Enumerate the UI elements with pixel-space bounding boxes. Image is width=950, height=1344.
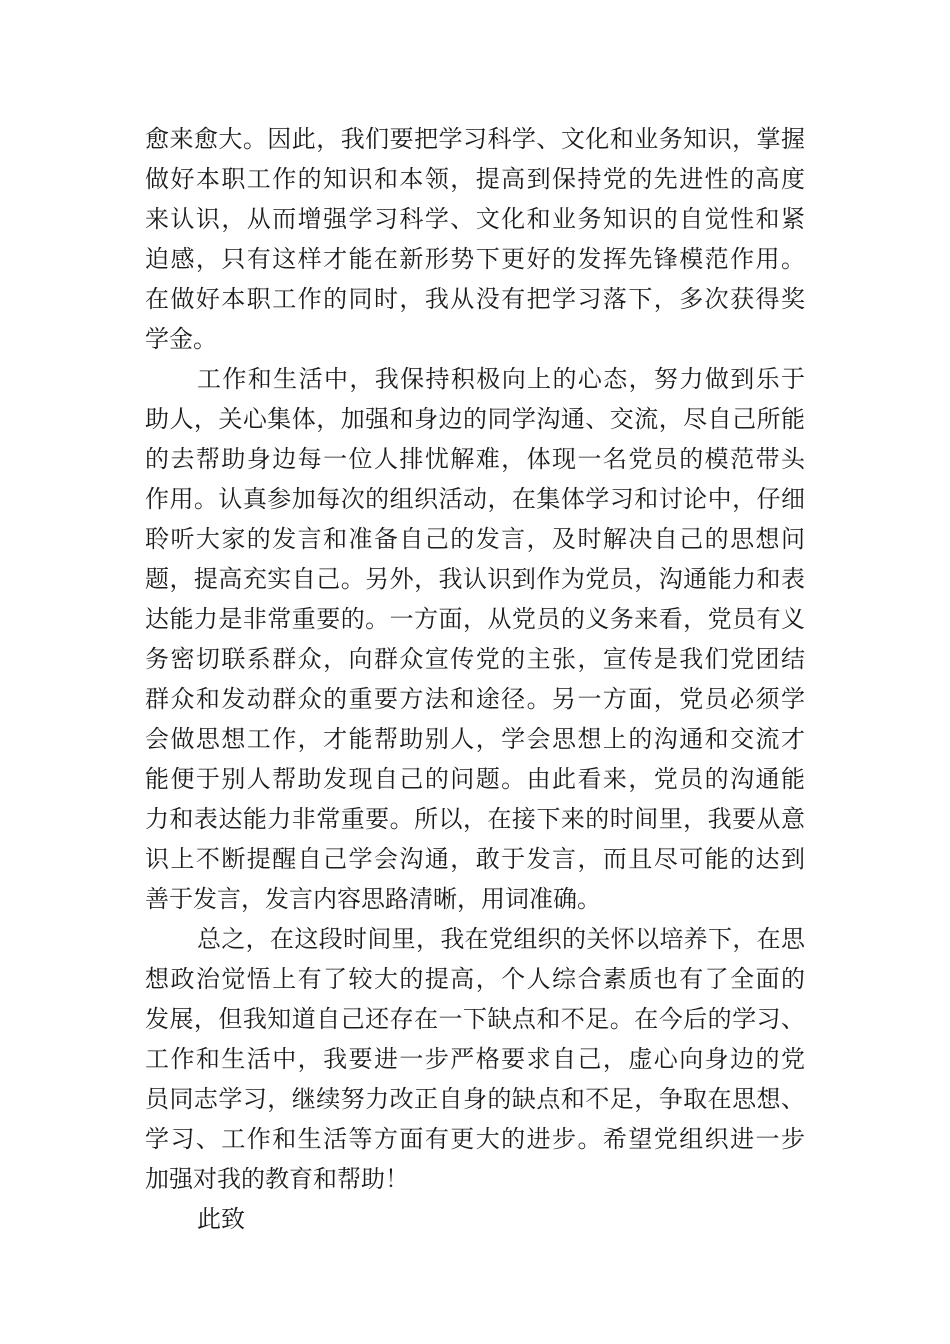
closing-salutation: 此致 [197,1205,245,1233]
paragraph-3-line-3: 发展，但我知道自己还存在一下缺点和不足。在今后的学习、 [145,1005,805,1033]
paragraph-3-line-4: 工作和生活中，我要进一步严格要求自己，虚心向身边的党 [145,1045,805,1073]
paragraph-2-line-12: 力和表达能力非常重要。所以，在接下来的时间里，我要从意 [145,805,805,833]
paragraph-1-line-5: 在做好本职工作的同时，我从没有把学习落下，多次获得奖 [145,285,805,313]
paragraph-3-line-6: 学习、工作和生活等方面有更大的进步。希望党组织进一步 [145,1125,805,1153]
paragraph-1-line-2: 做好本职工作的知识和本领，提高到保持党的先进性的高度 [145,165,805,193]
paragraph-2-line-13: 识上不断提醒自己学会沟通，敢于发言，而且尽可能的达到 [145,845,805,873]
paragraph-2-line-2: 助人，关心集体，加强和身边的同学沟通、交流，尽自己所能 [145,405,805,433]
paragraph-3-line-1: 总之，在这段时间里，我在党组织的关怀以培养下，在思 [197,925,805,953]
paragraph-1-line-6: 学金。 [145,325,217,353]
paragraph-2-line-3: 的去帮助身边每一位人排忧解难，体现一名党员的模范带头 [145,445,805,473]
paragraph-2-line-5: 聆听大家的发言和准备自己的发言，及时解决自己的思想问 [145,525,805,553]
paragraph-1-line-1: 愈来愈大。因此，我们要把学习科学、文化和业务知识，掌握 [145,125,805,153]
paragraph-2-line-1: 工作和生活中，我保持积极向上的心态，努力做到乐于 [197,365,805,393]
paragraph-2-line-4: 作用。认真参加每次的组织活动，在集体学习和讨论中，仔细 [145,485,805,513]
paragraph-1-line-3: 来认识，从而增强学习科学、文化和业务知识的自觉性和紧 [145,205,805,233]
paragraph-2-line-11: 能便于别人帮助发现自己的问题。由此看来，党员的沟通能 [145,765,805,793]
paragraph-2-line-14: 善于发言，发言内容思路清晰，用词准确。 [145,885,601,913]
paragraph-2-line-6: 题，提高充实自己。另外，我认识到作为党员，沟通能力和表 [145,565,805,593]
paragraph-2-line-7: 达能力是非常重要的。一方面，从党员的义务来看，党员有义 [145,605,805,633]
paragraph-2-line-10: 会做思想工作，才能帮助别人，学会思想上的沟通和交流才 [145,725,805,753]
paragraph-2-line-9: 群众和发动群众的重要方法和途径。另一方面，党员必须学 [145,685,805,713]
paragraph-2-line-8: 务密切联系群众，向群众宣传党的主张，宣传是我们党团结 [145,645,805,673]
paragraph-3-line-5: 员同志学习，继续努力改正自身的缺点和不足，争取在思想、 [145,1085,805,1113]
paragraph-3-line-2: 想政治觉悟上有了较大的提高，个人综合素质也有了全面的 [145,965,805,993]
paragraph-1-line-4: 迫感，只有这样才能在新形势下更好的发挥先锋模范作用。 [145,245,805,273]
paragraph-3-line-7: 加强对我的教育和帮助！ [145,1165,409,1193]
